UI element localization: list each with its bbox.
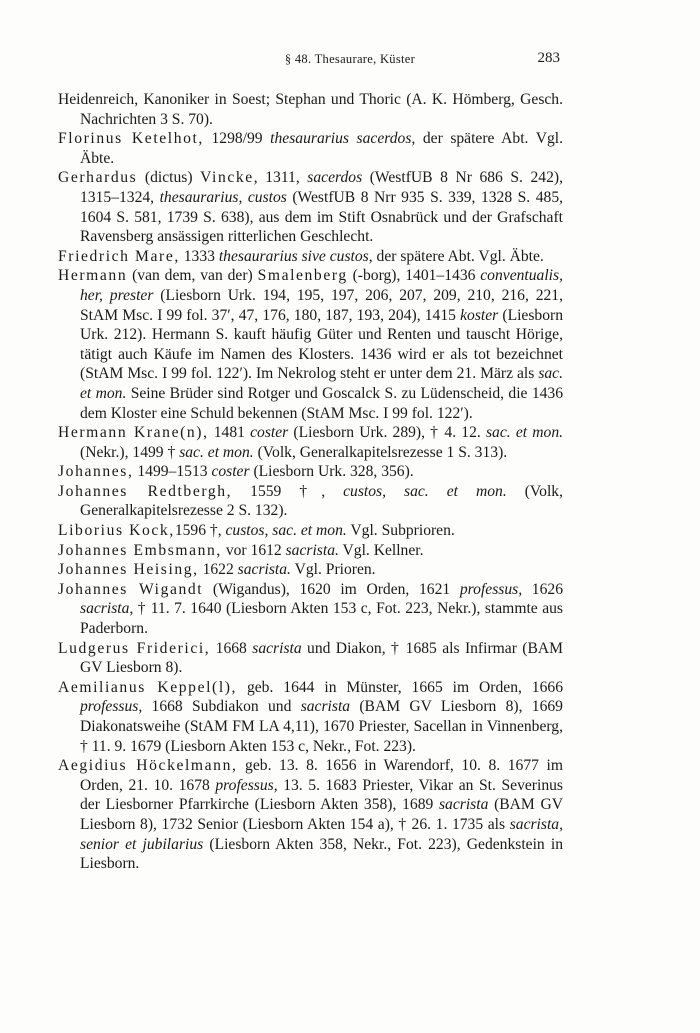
latin-term: sacrista	[252, 639, 302, 657]
entry-name: Johannes Wigandt	[58, 580, 204, 598]
latin-term: sacerdos	[307, 169, 363, 187]
latin-term: sacrista,	[80, 600, 134, 618]
entry-text: (Nekr.), 1499 †	[80, 443, 180, 461]
page-number: 283	[537, 50, 560, 66]
entry	[58, 639, 563, 678]
entry-text: 13. 5. 1683 Priester, Vikar an St. Severinus der Liesborner Pfarrkirche (Liesborn Akten 358), 1689	[80, 776, 563, 814]
entry-text: der spätere Abt. Vgl. Äbte.	[372, 247, 544, 265]
entry-text: 1481	[208, 424, 251, 442]
entry-name: Johannes,	[58, 463, 134, 481]
page-header	[0, 52, 700, 72]
entry	[58, 482, 563, 521]
entry-text: und Diakon, † 1685 als Infirmar (BAM GV Liesborn 8).	[80, 639, 564, 677]
entry-text: (Liesborn Urk. 194, 195, 197, 206, 207, 209, 210, 216, 221, StAM Msc. I 99 fol. 37′, 47, 176, 180, 187, 193, 204), 1415	[80, 286, 564, 324]
entry	[58, 541, 563, 561]
latin-term: professus,	[80, 698, 143, 716]
latin-term: coster	[250, 424, 289, 442]
latin-term: thesaurarius sive custos,	[218, 247, 373, 265]
latin-term: professus,	[459, 580, 523, 598]
entry-text: (WestfUB 8 Nrr 935 S. 339, 1328 S. 485, 1604 S. 581, 1739 S. 638), aus dem im Stift Osnabrück und der Grafschaft Ravensberg ansässigen ritterlichen Geschlecht.	[80, 188, 564, 246]
entry-text: (Liesborn Urk. 289), † 4. 12.	[288, 424, 486, 442]
latin-term: sacrista.	[237, 561, 291, 579]
latin-term: professus,	[215, 776, 278, 794]
entry	[58, 678, 563, 756]
entry-text: vor 1612	[221, 541, 286, 559]
entry	[58, 423, 563, 462]
entry-text: Vgl. Prioren.	[290, 561, 376, 579]
entry-text: 1499–1513	[133, 463, 212, 481]
entry-text: (WestfUB 8 Nr 686 S. 242), 1315–1324,	[80, 169, 563, 206]
entry	[58, 560, 563, 580]
latin-term: sac. et mon.	[80, 365, 563, 402]
entry-text: (dictus)	[137, 169, 201, 187]
entry-name: Aemilianus Keppel(l),	[58, 678, 238, 696]
latin-term: sacrista	[438, 796, 489, 814]
entry-text: (BAM GV Liesborn 8), 1669 Diakonatsweihe (StAM FM LA 4,11), 1670 Priester, Sacellan in Vinnenberg, † 11. 9. 1679 (Liesborn Akten 153 c, Nekr., Fot. 223).	[80, 698, 563, 755]
entry-text: (Liesborn Urk. 212). Hermann S. kauft häufig Güter und Renten und tauscht Hörige, tätigt auch Käufe im Namen des Klosters. 1436 wird er als tot bezeichnet (StAM Msc. I 99 fol. 122′). Im Nekrolog steht er unter dem 21. März als	[80, 306, 563, 383]
entry-name: Hermann	[58, 267, 128, 285]
entry-text: † 11. 7. 1640 (Liesborn Akten 153 c, Fot. 223, Nekr.), stammte aus Paderborn.	[80, 600, 563, 638]
entry-text: 1668	[210, 639, 253, 657]
entry-list	[58, 90, 563, 874]
entry-text: Seine Brüder sind Rotger und Goscalck S. zu Lüdenscheid, die 1436 dem Kloster eine Schuld bekennen (StAM Msc. I 99 fol. 122′).	[80, 384, 564, 422]
entry-text: (Liesborn Akten 358, Nekr., Fot. 223), Gedenkstein in Liesborn.	[80, 835, 563, 873]
entry-text: 1559 †,	[232, 482, 344, 500]
entry-text: (Volk, Generalkapitelsrezesse 2 S. 132).	[80, 482, 563, 520]
latin-term: sac. et mon.	[179, 443, 254, 461]
latin-term: thesaurarius, custos	[159, 188, 287, 206]
entry-text: 1333	[179, 247, 219, 265]
entry-surname: Vincke	[200, 169, 254, 187]
entry-text: Heidenreich, Kanoniker in Soest; Stephan und Thoric (A. K. Hömberg, Gesch. Nachrichten 3 S. 70).	[58, 91, 563, 128]
entry	[58, 462, 563, 482]
entry	[58, 247, 563, 267]
entry	[58, 756, 563, 874]
entry-text: Vgl. Subprioren.	[346, 522, 455, 540]
entry-name: Johannes Redtbergh,	[58, 482, 233, 500]
entry-text: (Wigandus), 1620 im Orden, 1621	[203, 580, 460, 598]
entry-text: , 1311,	[253, 169, 308, 187]
entry-text: geb. 1644 in Münster, 1665 im Orden, 1666	[237, 678, 563, 696]
entry	[58, 129, 563, 168]
entry-name: Aegidius Höckelmann,	[58, 757, 238, 775]
latin-term: thesaurarius sacerdos,	[270, 130, 416, 148]
entry-text: 1596 †,	[174, 522, 226, 540]
entry	[58, 521, 563, 541]
latin-term: sac. et mon.	[485, 424, 564, 442]
latin-term: sacrista.	[285, 541, 339, 559]
entry-name: Ludgerus Friderici,	[58, 639, 211, 657]
entry-name: Gerhardus	[58, 169, 138, 187]
latin-term: coster	[211, 463, 250, 481]
entry-text: (Liesborn Urk. 328, 356).	[249, 463, 414, 481]
entry-text: 1298/99	[203, 130, 271, 148]
entry-text: 1668 Subdiakon und	[142, 698, 301, 716]
entry-text: Vgl. Kellner.	[338, 541, 424, 559]
entry-text: (van dem, van der)	[127, 267, 258, 285]
entry	[58, 580, 563, 639]
entry-continuation	[58, 90, 563, 129]
entry-text: der spätere Abt. Vgl. Äbte.	[80, 130, 563, 167]
latin-term: koster	[460, 306, 499, 324]
entry-surname: Smalenberg	[257, 267, 348, 285]
running-head: § 48. Thesaurare, Küster	[284, 52, 416, 66]
latin-term: custos, sac. et mon.	[225, 522, 347, 540]
entry-name: Friedrich Mare,	[58, 247, 180, 265]
latin-term: sacrista, senior et jubilarius	[80, 815, 563, 853]
entry-text: (-borg), 1401–1436	[347, 267, 481, 285]
entry-text: 1626	[522, 580, 563, 598]
entry	[58, 266, 563, 423]
entry-name: Hermann Krane(n),	[58, 424, 209, 442]
entry-text: 1622	[198, 561, 238, 579]
entry-text: geb. 13. 8. 1656 in Warendorf, 10. 8. 1677 im Orden, 21. 10. 1678	[80, 757, 563, 794]
entry-name: Johannes Embsmann,	[58, 541, 222, 559]
entry-text: (BAM GV Liesborn 8), 1732 Senior (Liesborn Akten 154 a), † 26. 1. 1735 als	[80, 796, 564, 833]
entry-name: Johannes Heising,	[58, 561, 199, 579]
latin-term: sacrista	[300, 698, 351, 716]
entry-name: Florinus Ketelhot,	[58, 130, 204, 148]
entry	[58, 168, 563, 246]
entry-text: (Volk, Generalkapitelsrezesse 1 S. 313).	[253, 443, 508, 461]
latin-term: conventualis, her, prester	[80, 267, 563, 304]
entry-name: Liborius Kock,	[58, 522, 175, 540]
latin-term: custos, sac. et mon.	[343, 482, 507, 500]
